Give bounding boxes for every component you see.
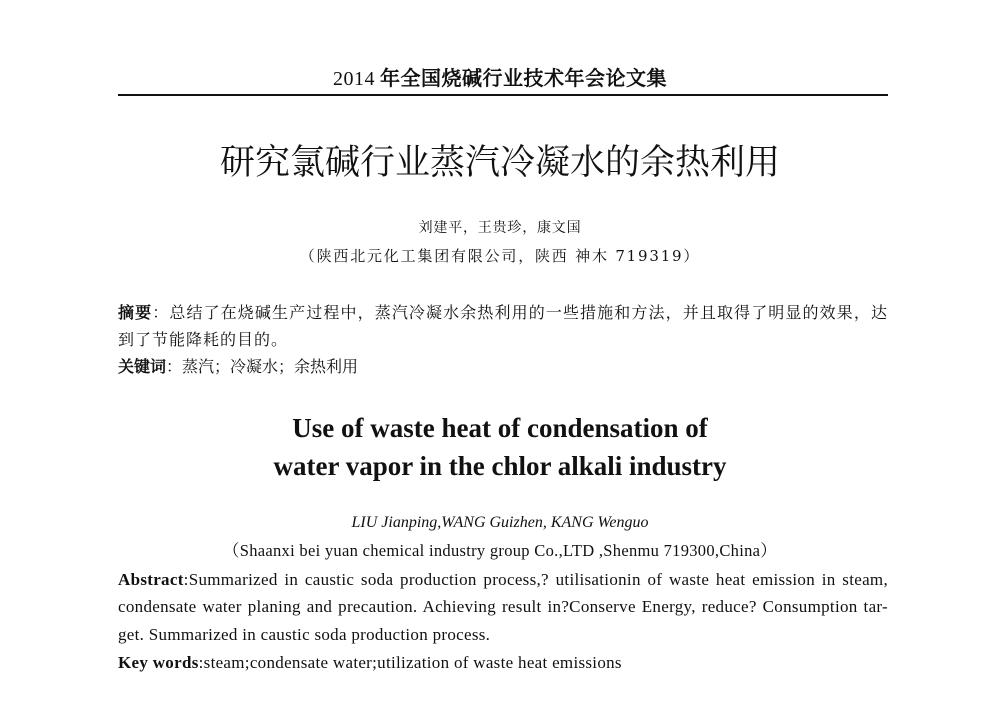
en-keywords — [118, 651, 888, 675]
en-abstract-text: :Summarized in caustic soda production process,? utilisationin of waste heat emission in steam, — [183, 570, 888, 589]
zh-affiliation: （陕西北元化工集团有限公司，陕西 神木 719319） — [299, 247, 701, 265]
zh-abstract-text: 到了节能降耗的目的。 — [118, 330, 289, 349]
running-header-year: 2014 — [333, 68, 375, 90]
zh-authors: 刘建平，王贵珍，康文国 — [418, 220, 582, 236]
en-title-line: Use of waste heat of condensation of — [292, 413, 708, 443]
en-abstract-line — [118, 568, 888, 592]
running-header — [0, 66, 1000, 90]
en-abstract-text: condensate water planing and precaution. Achieving result in?Conserve Energy, reduce? Consumption tar- — [118, 597, 888, 616]
running-header-collection: 年全国烧碱行业技术年会论文集 — [380, 66, 667, 90]
en-keywords-text: :steam;condensate water;utilization of waste heat emissions — [198, 653, 622, 672]
en-authors: LIU Jianping,WANG Guizhen, KANG Wenguo — [351, 514, 649, 531]
zh-abstract-line — [118, 329, 888, 351]
zh-abstract-text: ：总结了在烧碱生产过程中，蒸汽冷凝水余热利用的一些措施和方法，并且取得了明显的效果，达 — [152, 303, 888, 322]
en-title-line: water vapor in the chlor alkali industry — [273, 451, 727, 481]
en-abstract-line — [118, 595, 888, 619]
en-affiliation: （Shaanxi bei yuan chemical industry group Co.,LTD ,Shenmu 719300,China） — [222, 541, 778, 560]
en-abstract-text: get. Summarized in caustic soda production process. — [118, 625, 491, 644]
en-keywords-label: Key words — [118, 653, 199, 672]
zh-keywords-label: 关键词 — [118, 357, 167, 376]
zh-keywords-text: ：蒸汽；冷凝水；余热利用 — [166, 357, 359, 376]
zh-keywords — [118, 356, 888, 378]
zh-abstract-label: 摘要 — [118, 303, 153, 322]
en-abstract-line — [118, 623, 888, 647]
zh-abstract-line — [118, 302, 888, 324]
zh-title: 研究氯碱行业蒸汽冷凝水的余热利用 — [219, 143, 780, 183]
header-rule — [118, 94, 888, 96]
en-abstract-label: Abstract — [118, 570, 184, 589]
